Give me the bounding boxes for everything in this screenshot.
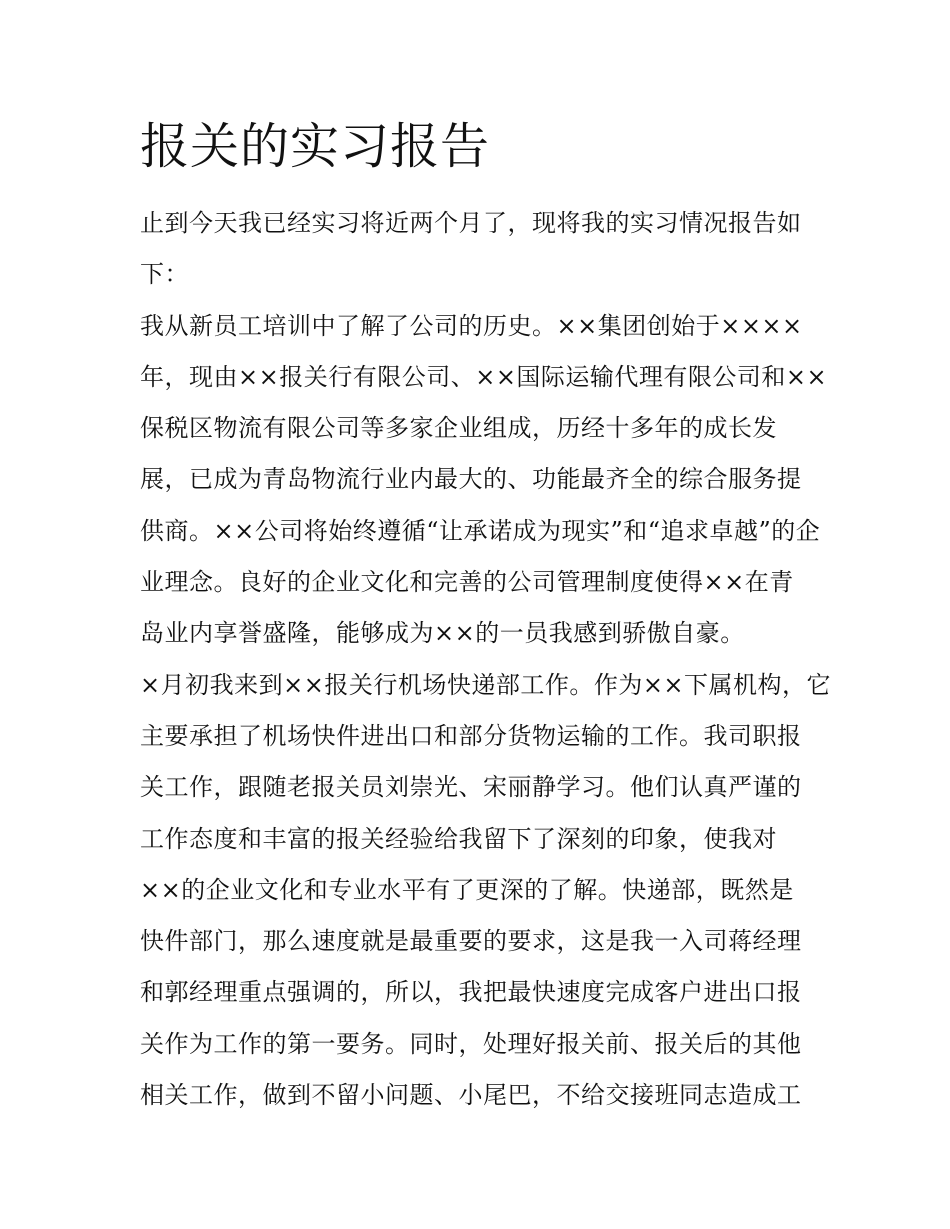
text-line: ×月初我来到××报关行机场快递部工作。作为××下属机构，它 <box>140 670 832 699</box>
text-line: 供商。××公司将始终遵循“让承诺成为现实”和“追求卓越”的企 <box>140 516 821 545</box>
text-line: 工作态度和丰富的报关经验给我留下了深刻的印象，使我对 <box>140 824 777 853</box>
text-line: ××的企业文化和专业水平有了更深的了解。快递部，既然是 <box>140 875 794 904</box>
text-line: 我从新员工培训中了解了公司的历史。××集团创始于×××× <box>140 311 803 340</box>
document-title: 报关的实习报告 <box>140 118 491 175</box>
text-line: 快件部门，那么速度就是最重要的要求，这是我一入司蒋经理 <box>140 927 802 956</box>
text-line: 年，现由××报关行有限公司、××国际运输代理有限公司和×× <box>140 362 828 391</box>
text-line: 业理念。良好的企业文化和完善的公司管理制度使得××在青 <box>140 568 794 597</box>
text-line: 主要承担了机场快件进出口和部分货物运输的工作。我司职报 <box>140 721 802 750</box>
text-line: 展，已成为青岛物流行业内最大的、功能最齐全的综合服务提 <box>140 465 802 494</box>
text-line: 岛业内享誉盛隆，能够成为××的一员我感到骄傲自豪。 <box>140 619 745 648</box>
text-line: 下： <box>140 260 189 289</box>
document-body <box>140 198 832 1121</box>
text-line: 关作为工作的第一要务。同时，处理好报关前、报关后的其他 <box>140 1029 802 1058</box>
text-line: 止到今天我已经实习将近两个月了，现将我的实习情况报告如 <box>140 209 802 237</box>
text-line: 保税区物流有限公司等多家企业组成，历经十多年的成长发 <box>140 414 777 443</box>
text-line: 相关工作，做到不留小问题、小尾巴，不给交接班同志造成工 <box>140 1081 802 1110</box>
text-line: 和郭经理重点强调的，所以，我把最快速度完成客户进出口报 <box>140 978 802 1007</box>
text-line: 关工作，跟随老报关员刘崇光、宋丽静学习。他们认真严谨的 <box>140 773 802 802</box>
